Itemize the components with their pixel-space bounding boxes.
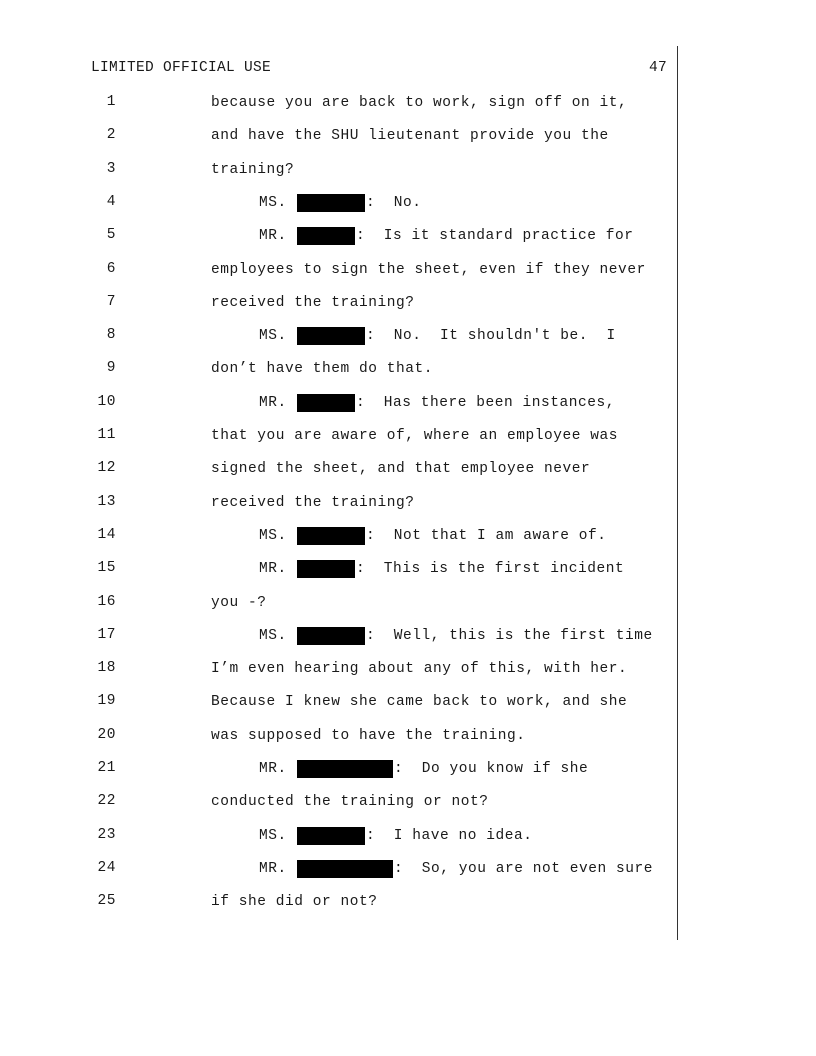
line-text: [211, 693, 627, 711]
transcript-line: [0, 527, 816, 551]
line-content: don’t have them do that.: [211, 361, 434, 378]
transcript-line: [0, 827, 816, 851]
transcript-line: [0, 360, 816, 384]
line-text: [211, 161, 294, 179]
line-text: [259, 627, 653, 645]
line-text: [211, 660, 627, 678]
line-number: 1: [106, 94, 116, 110]
speaker-title: MR.: [259, 761, 297, 777]
transcript-line: [0, 427, 816, 451]
line-text: [211, 727, 526, 745]
redaction-box: [297, 627, 365, 645]
line-number: 19: [97, 693, 116, 710]
redaction-box: [297, 527, 365, 545]
transcript-line: [0, 294, 816, 318]
line-text: [211, 94, 627, 112]
line-number: 25: [97, 893, 116, 910]
speaker-title: MS.: [259, 328, 297, 345]
transcript-line: [0, 127, 816, 151]
line-content: signed the sheet, and that employee never: [211, 461, 591, 478]
redaction-box: [297, 327, 365, 345]
transcript-line: [0, 161, 816, 185]
speaker-statement: : Is it standard practice for: [356, 228, 634, 245]
line-number: 7: [106, 293, 116, 310]
speaker-title: MR.: [259, 394, 297, 411]
line-number: 2: [106, 127, 116, 144]
line-number: 24: [97, 859, 116, 876]
transcript-line: [0, 460, 816, 484]
line-text: [259, 327, 616, 345]
speaker-statement: : So, you are not even sure: [394, 860, 654, 877]
redaction-box: [297, 827, 365, 845]
speaker-statement: : Has there been instances,: [356, 394, 616, 411]
redaction-box: [297, 194, 365, 212]
speaker-title: MR.: [259, 860, 297, 877]
transcript-line: [0, 594, 816, 618]
page-number: 47: [648, 60, 667, 76]
transcript-line: [0, 793, 816, 817]
line-content: and have the SHU lieutenant provide you the: [211, 128, 609, 145]
transcript-line: [0, 227, 816, 251]
line-number: 5: [106, 227, 116, 244]
speaker-statement: : No. It shouldn't be. I: [366, 328, 616, 345]
classification-marking: LIMITED OFFICIAL USE: [91, 60, 272, 76]
line-number: 14: [97, 526, 116, 543]
line-content: was supposed to have the training.: [211, 727, 526, 744]
line-text: [211, 360, 433, 378]
speaker-statement: : No.: [366, 194, 422, 211]
transcript-line: [0, 261, 816, 285]
line-text: [211, 127, 609, 145]
line-text: [259, 827, 533, 845]
transcript-line: [0, 327, 816, 351]
speaker-title: MS.: [259, 827, 297, 844]
speaker-title: MS.: [259, 194, 297, 211]
line-content: you -?: [211, 594, 267, 611]
line-text: [211, 494, 415, 512]
speaker-statement: : Do you know if she: [394, 761, 589, 777]
redaction-box: [297, 760, 393, 778]
page-header: [91, 60, 667, 80]
line-number: 9: [106, 360, 116, 377]
transcript-line: [0, 627, 816, 651]
line-number: 4: [106, 193, 116, 210]
speaker-statement: : Well, this is the first time: [366, 627, 653, 644]
line-content: received the training?: [211, 494, 415, 511]
speaker-statement: : Not that I am aware of.: [366, 527, 607, 544]
line-content: Because I knew she came back to work, and she: [211, 694, 628, 711]
speaker-title: MS.: [259, 627, 297, 644]
speaker-statement: : This is the first incident: [356, 561, 625, 578]
line-text: [211, 594, 267, 612]
transcript-line: [0, 760, 816, 784]
line-text: [211, 460, 590, 478]
line-number: 16: [97, 593, 116, 610]
line-text: [259, 527, 607, 545]
redaction-box: [297, 560, 355, 578]
line-content: because you are back to work, sign off on it,: [211, 95, 628, 111]
line-text: [211, 261, 646, 279]
transcript-line: [0, 560, 816, 584]
transcript-line: [0, 394, 816, 418]
speaker-statement: : I have no idea.: [366, 827, 533, 844]
line-content: that you are aware of, where an employee was: [211, 428, 619, 444]
transcript-line: [0, 727, 816, 751]
speaker-title: MS.: [259, 527, 297, 544]
line-content: employees to sign the sheet, even if they never: [211, 261, 646, 278]
transcript-line: [0, 494, 816, 518]
line-number: 23: [97, 826, 116, 843]
line-content: training?: [211, 161, 295, 178]
line-content: I’m even hearing about any of this, with her.: [211, 661, 628, 678]
transcript-line: [0, 660, 816, 684]
speaker-title: MR.: [259, 228, 297, 245]
line-text: [211, 793, 489, 811]
line-content: received the training?: [211, 294, 415, 311]
line-text: [211, 427, 618, 445]
line-text: [259, 560, 624, 578]
line-text: [259, 227, 634, 245]
line-number: 3: [106, 160, 116, 177]
line-text: [259, 394, 615, 412]
redaction-box: [297, 227, 355, 245]
transcript-line: [0, 94, 816, 118]
line-number: 17: [97, 626, 116, 643]
line-text: [259, 194, 422, 212]
line-number: 21: [97, 760, 116, 776]
line-content: if she did or not?: [211, 894, 378, 911]
line-number: 11: [97, 427, 116, 443]
line-content: conducted the training or not?: [211, 794, 489, 811]
line-number: 10: [97, 393, 116, 410]
line-text: [211, 893, 378, 911]
line-number: 18: [97, 660, 116, 677]
line-number: 13: [97, 493, 116, 510]
redaction-box: [297, 860, 393, 878]
speaker-title: MR.: [259, 561, 297, 578]
line-number: 20: [97, 726, 116, 743]
line-number: 15: [97, 560, 116, 577]
redaction-box: [297, 394, 355, 412]
line-number: 6: [106, 260, 116, 277]
line-number: 8: [106, 327, 116, 344]
transcript-line: [0, 194, 816, 218]
line-number: 12: [97, 460, 116, 477]
line-text: [259, 860, 653, 878]
line-text: [211, 294, 415, 312]
line-text: [259, 760, 588, 778]
line-number: 22: [97, 793, 116, 810]
transcript-line: [0, 860, 816, 884]
transcript-line: [0, 893, 816, 917]
transcript-line: [0, 693, 816, 717]
